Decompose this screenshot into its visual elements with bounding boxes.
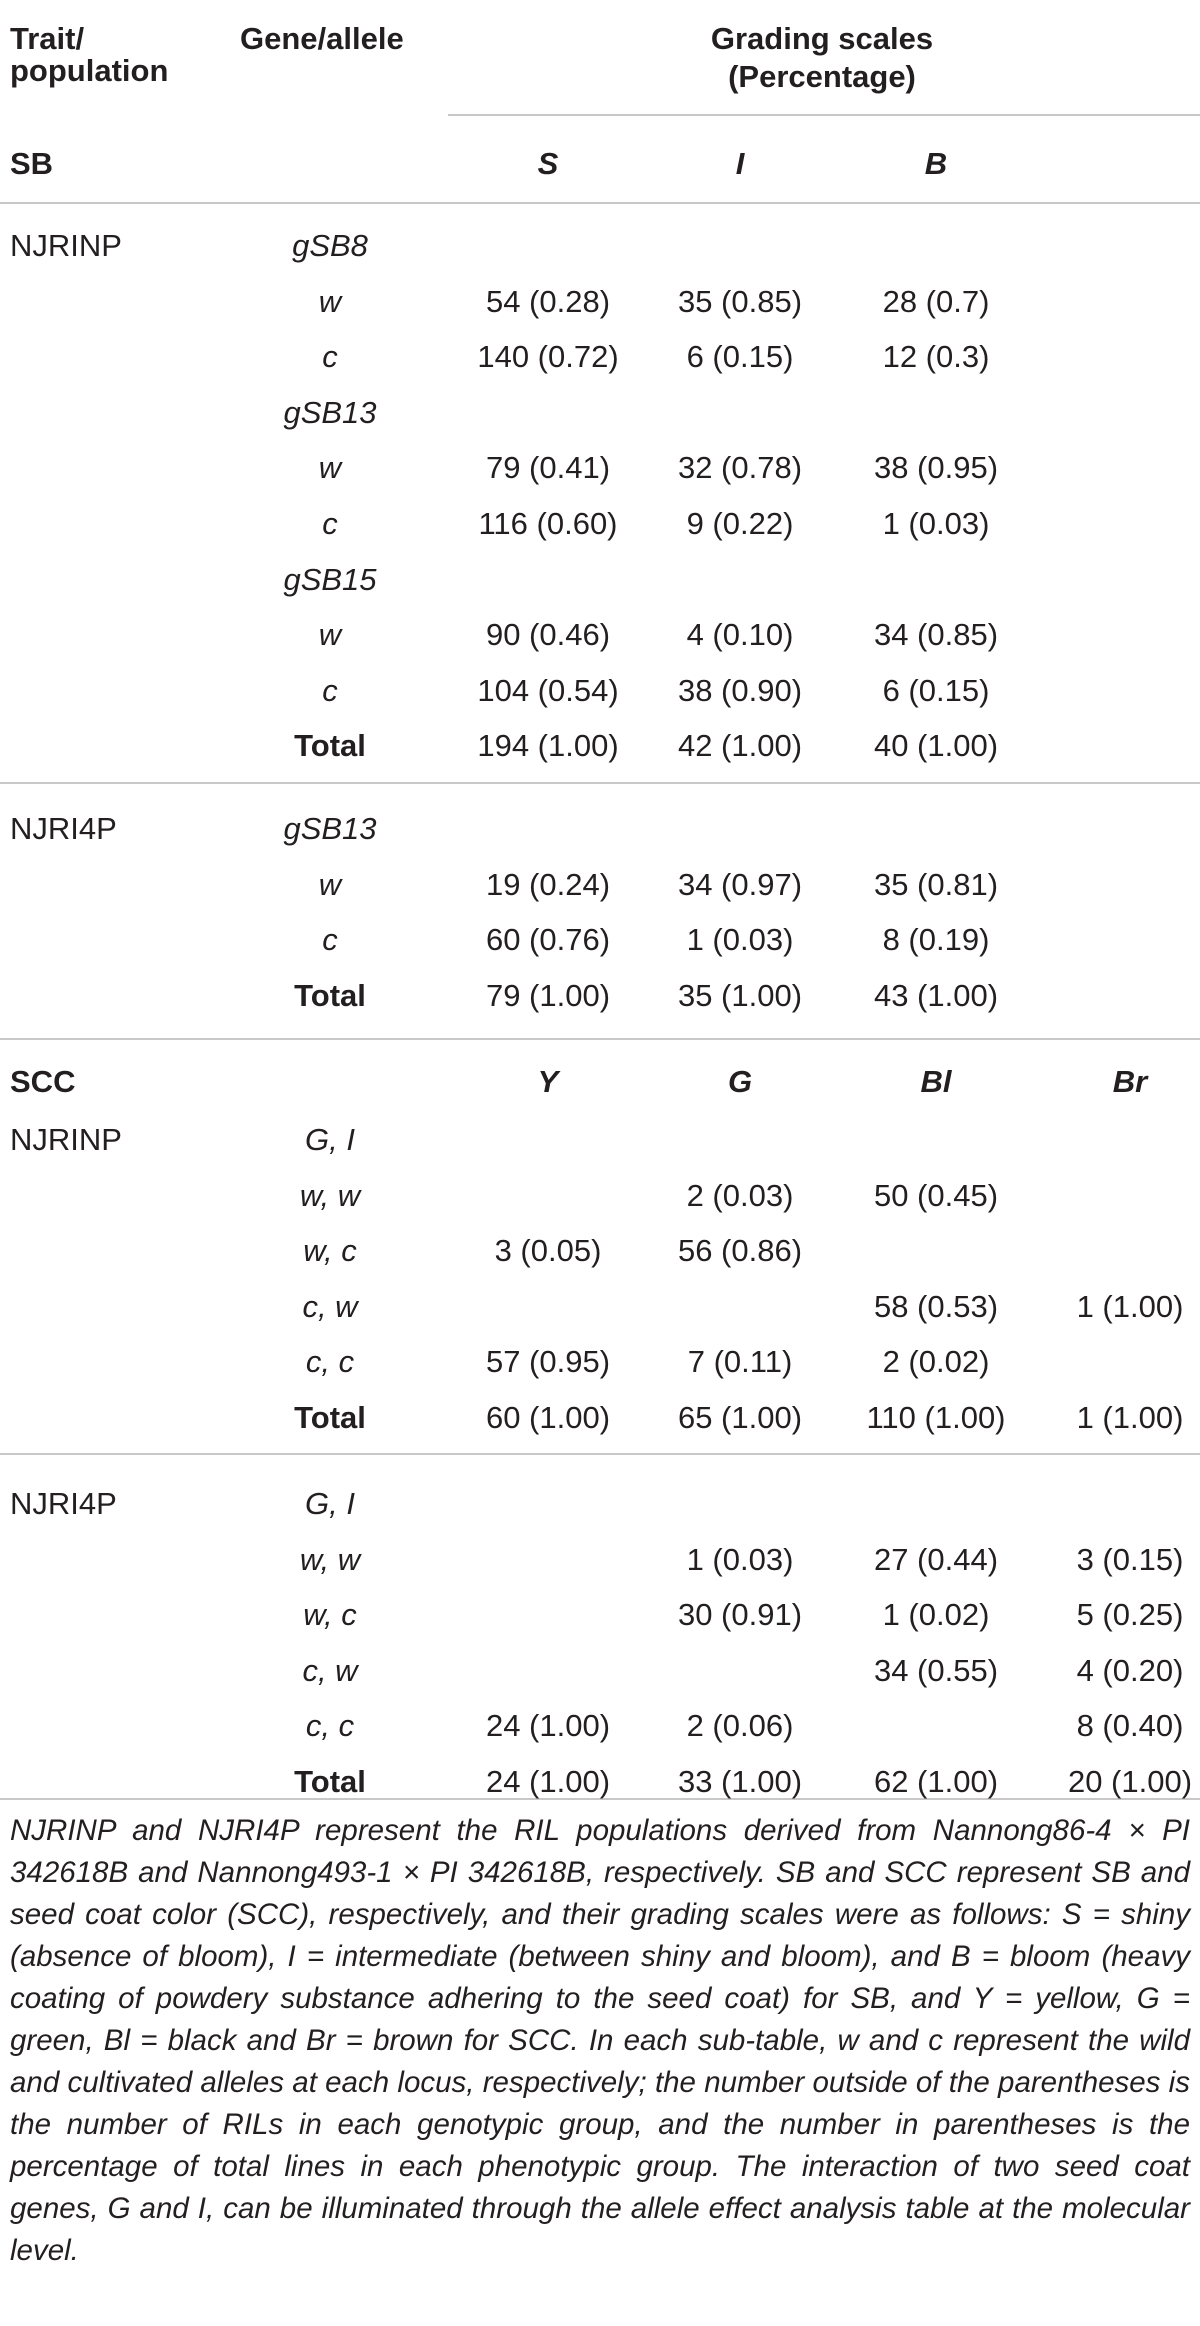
header-span-rule — [448, 114, 1200, 116]
sb-value-cell: 1 (0.03) — [686, 922, 794, 958]
sb-population-name: NJRI4P — [10, 811, 117, 846]
sb-value-cell: 9 (0.22) — [686, 506, 794, 541]
scc-value-cell: 27 (0.44) — [873, 1541, 999, 1577]
scc-row-gene-gene: G, I — [305, 1486, 355, 1521]
rule-after-sb-njri4p — [0, 1038, 1200, 1040]
scc-value-cell: 4 (0.20) — [1076, 1652, 1184, 1688]
sb-value-cell: 40 (1.00) — [873, 728, 999, 764]
sb-value-cell: 54 (0.28) — [485, 283, 611, 319]
scc-population-name: NJRINP — [10, 1122, 122, 1157]
scc-value-cell: 2 (0.03) — [686, 1177, 794, 1213]
scc-value-cell: 1 (0.03) — [686, 1541, 794, 1577]
scc-value-cell: 20 (1.00) — [1067, 1764, 1193, 1799]
scc-row-gene-allele: c, c — [305, 1708, 355, 1744]
scc-value-cell: 3 (0.15) — [1076, 1541, 1184, 1577]
scc-value-cell: 110 (1.00) — [866, 1400, 1006, 1435]
footnote-text: NJRINP and NJRI4P represent the RIL populations derived from Nannong86-4 × PI 342618B and Nannong493-1 × PI 342618B, respectively. SB and SCC represent SB and seed coat color (SCC), respectively, and their grading scales were as follows: S = shiny (absence of bloom), I = intermediate (between shiny and bloom), and B = bloom (heavy coating of powdery substance adhering to the seed coat) for SB, and Y = yellow, G = green, Bl = black and Br = brown for SCC. In each sub-table, w and c represent the wild and cultivated alleles at each locus, respectively; the number outside of the parentheses is the number of RILs in each genotypic group, and the number in parentheses is the percentage of total lines in each phenotypic group. The interaction of two seed coat genes, G and I, can be illuminated through the allele effect analysis table at the molecular level. — [10, 1814, 1190, 2267]
sb-row-gene-total: Total — [294, 728, 366, 764]
sb-value-cell: 116 (0.60) — [478, 506, 618, 541]
sb-value-cell: 60 (0.76) — [485, 922, 611, 958]
sb-value-cell: 79 (1.00) — [485, 977, 611, 1013]
sb-value-cell: 79 (0.41) — [485, 450, 611, 486]
scc-value-cell: 58 (0.53) — [873, 1288, 999, 1324]
scc-value-cell: 1 (1.00) — [1076, 1288, 1184, 1324]
rule-after-sb-njrinp — [0, 782, 1200, 784]
sb-row-gene-total: Total — [294, 977, 366, 1013]
sb-population-name: NJRINP — [10, 228, 122, 263]
sb-row-gene-allele: c — [322, 339, 338, 375]
scc-value-cell: 3 (0.05) — [494, 1233, 602, 1269]
scc-row-gene-allele: c, w — [302, 1288, 358, 1324]
sb-value-cell: 1 (0.03) — [882, 506, 990, 541]
scc-value-cell: 24 (1.00) — [485, 1708, 611, 1744]
sb-value-cell: 32 (0.78) — [677, 450, 803, 486]
scc-scale-header: Y — [537, 1064, 559, 1099]
scc-value-cell: 7 (0.11) — [687, 1344, 793, 1380]
sb-value-cell: 8 (0.19) — [882, 922, 990, 958]
scc-row-gene-total: Total — [294, 1764, 366, 1799]
scc-scale-header: Br — [1112, 1064, 1148, 1099]
scc-value-cell: 5 (0.25) — [1076, 1597, 1184, 1633]
header-gene-allele: Gene/allele — [240, 21, 404, 56]
sb-value-cell: 6 (0.15) — [882, 672, 990, 708]
sb-value-cell: 104 (0.54) — [477, 672, 619, 708]
sb-value-cell: 35 (0.81) — [873, 866, 999, 902]
sb-value-cell: 34 (0.85) — [873, 617, 999, 653]
scc-row-gene-allele: w, w — [299, 1177, 361, 1213]
scc-value-cell: 24 (1.00) — [485, 1764, 611, 1799]
sb-trait-label: SB — [10, 146, 54, 181]
sb-value-cell: 34 (0.97) — [677, 866, 803, 902]
scc-value-cell: 57 (0.95) — [485, 1344, 611, 1380]
scc-row-gene-allele: w, c — [303, 1233, 357, 1269]
scc-value-cell: 2 (0.06) — [686, 1708, 794, 1744]
sb-value-cell: 38 (0.90) — [677, 672, 803, 708]
table-footnote — [10, 1810, 1190, 2272]
sb-value-cell: 6 (0.15) — [686, 339, 794, 375]
sb-row-gene-gene: gSB13 — [283, 811, 377, 846]
scc-row-gene-total: Total — [294, 1400, 366, 1435]
scc-population-name: NJRI4P — [10, 1486, 117, 1521]
sb-value-cell: 194 (1.00) — [477, 728, 619, 764]
sb-value-cell: 38 (0.95) — [873, 450, 999, 486]
sb-value-cell: 42 (1.00) — [677, 728, 803, 764]
sb-value-cell: 35 (0.85) — [677, 283, 803, 319]
sb-row-gene-allele: c — [322, 672, 338, 708]
rule-after-sb-header — [0, 202, 1200, 204]
scc-value-cell: 50 (0.45) — [873, 1177, 999, 1213]
sb-row-gene-allele: c — [322, 922, 338, 958]
scc-row-gene-allele: c, w — [302, 1652, 358, 1688]
sb-row-gene-allele: c — [322, 506, 338, 541]
sb-row-gene-allele: w — [318, 617, 342, 653]
sb-value-cell: 12 (0.3) — [882, 339, 990, 375]
sb-row-gene-allele: w — [318, 283, 342, 319]
scc-scale-header: Bl — [920, 1064, 952, 1099]
header-grading-scales: Grading scales (Percentage) — [710, 21, 934, 94]
sb-value-cell: 4 (0.10) — [686, 617, 794, 653]
sb-scale-header: S — [537, 146, 559, 181]
sb-value-cell: 35 (1.00) — [677, 977, 803, 1013]
scc-value-cell: 8 (0.40) — [1076, 1708, 1184, 1744]
scc-value-cell: 30 (0.91) — [677, 1597, 803, 1633]
sb-value-cell: 90 (0.46) — [485, 617, 611, 653]
sb-value-cell: 140 (0.72) — [477, 339, 619, 375]
scc-row-gene-allele: c, c — [305, 1344, 355, 1380]
scc-value-cell: 56 (0.86) — [677, 1233, 803, 1269]
header-trait-population-line2: population — [10, 53, 169, 88]
scc-value-cell: 1 (0.02) — [882, 1597, 990, 1633]
scc-value-cell: 33 (1.00) — [677, 1764, 803, 1799]
sb-value-cell: 19 (0.24) — [485, 866, 611, 902]
header-trait-population-line1: Trait/ — [10, 21, 85, 56]
sb-row-gene-gene: gSB8 — [292, 228, 368, 263]
sb-row-gene-allele: w — [318, 866, 342, 902]
scc-row-gene-allele: w, w — [299, 1541, 361, 1577]
scc-value-cell: 65 (1.00) — [677, 1400, 803, 1435]
scc-row-gene-gene: G, I — [305, 1122, 355, 1157]
sb-scale-header: I — [735, 146, 745, 181]
sb-scale-header: B — [924, 146, 948, 181]
sb-row-gene-allele: w — [318, 450, 342, 486]
scc-value-cell: 2 (0.02) — [882, 1344, 990, 1380]
scc-scale-header: G — [727, 1064, 753, 1099]
scc-value-cell: 1 (1.00) — [1076, 1400, 1184, 1435]
scc-value-cell: 34 (0.55) — [873, 1652, 999, 1688]
rule-after-scc-njrinp — [0, 1453, 1200, 1455]
scc-row-gene-allele: w, c — [303, 1597, 357, 1633]
scc-value-cell: 60 (1.00) — [485, 1400, 611, 1435]
sb-row-gene-gene: gSB15 — [283, 561, 377, 597]
sb-row-gene-gene: gSB13 — [283, 394, 377, 430]
sb-value-cell: 28 (0.7) — [882, 283, 990, 319]
scc-value-cell: 62 (1.00) — [873, 1764, 999, 1799]
scc-trait-label: SCC — [10, 1064, 76, 1099]
sb-value-cell: 43 (1.00) — [873, 977, 999, 1013]
